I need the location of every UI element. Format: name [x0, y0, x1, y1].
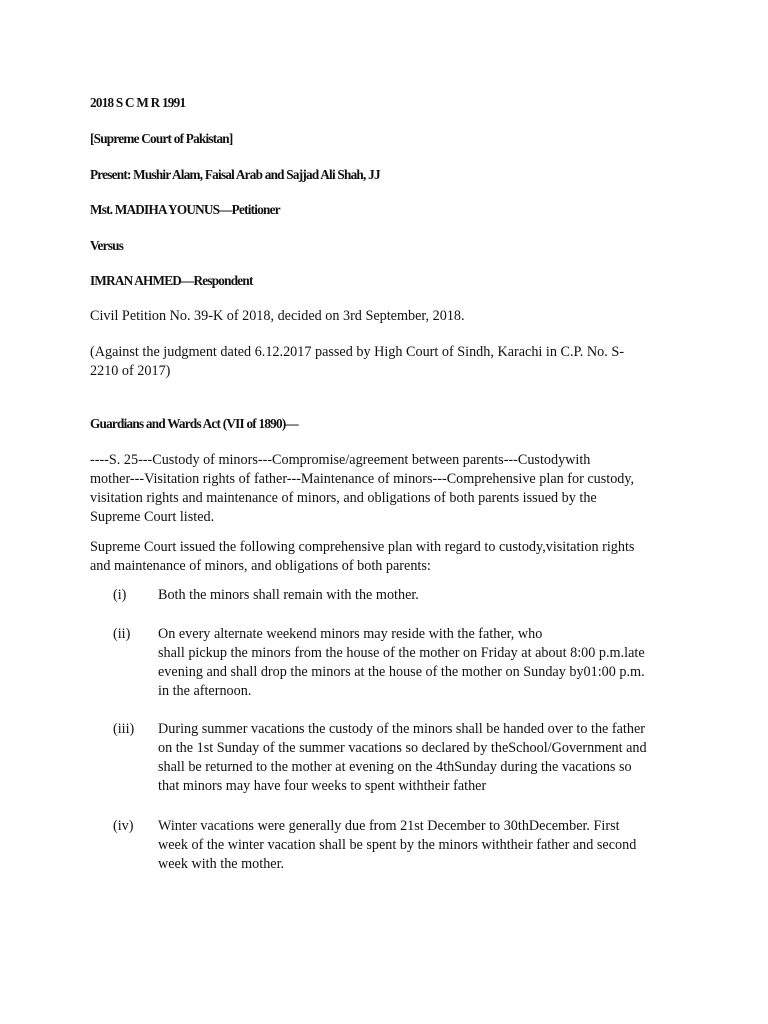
bench: Present: Mushir Alam, Faisal Arab and Sajjad Ali Shah, JJ	[90, 167, 380, 182]
versus: Versus	[90, 238, 124, 253]
plan-intro	[90, 538, 680, 576]
plan-item-text	[158, 720, 693, 796]
against-judgment	[90, 343, 680, 381]
plan-item-text	[158, 817, 693, 874]
headnote-line: ----S. 25---Custody of minors---Compromise/agreement between parents---Custodywith	[90, 452, 591, 468]
petition-line: Civil Petition No. 39-K of 2018, decided on 3rd September, 2018.	[90, 308, 465, 324]
plan-item-line: During summer vacations the custody of the minors shall be handed over to the father	[158, 721, 645, 737]
petitioner: Mst. MADIHA YOUNUS—Petitioner	[90, 202, 280, 217]
against-line: (Against the judgment dated 6.12.2017 passed by High Court of Sindh, Karachi in C.P. No. S-	[90, 344, 624, 360]
plan-item-text	[158, 625, 693, 701]
headnote-line: visitation rights and maintenance of minors, and obligations of both parents issued by the	[90, 490, 597, 506]
headnote-line: mother---Visitation rights of father---Maintenance of minors---Comprehensive plan for custody,	[90, 471, 635, 487]
statute-heading: Guardians and Wards Act (VII of 1890)—	[90, 416, 298, 431]
citation: 2018 S C M R 1991	[90, 95, 186, 110]
plan-item-text	[158, 586, 693, 605]
plan-item-number: (iii)	[113, 721, 135, 737]
plan-item-line: on the 1st Sunday of the summer vacations so declared by theSchool/Government and	[158, 740, 647, 756]
plan-item-line: week with the mother.	[158, 856, 285, 872]
court-name: [Supreme Court of Pakistan]	[90, 131, 233, 146]
plan-item-line: Both the minors shall remain with the mother.	[158, 587, 419, 603]
plan-item-line: shall be returned to the mother at evening on the 4thSunday during the vacations so	[158, 759, 632, 775]
respondent: IMRAN AHMED—Respondent	[90, 273, 253, 288]
intro-line: Supreme Court issued the following comprehensive plan with regard to custody,visitation rights	[90, 539, 635, 555]
plan-item-line: On every alternate weekend minors may reside with the father, who	[158, 626, 543, 642]
plan-item-line: Winter vacations were generally due from 21st December to 30thDecember. First	[158, 818, 620, 834]
headnote-line: Supreme Court listed.	[90, 509, 215, 525]
plan-item-line: in the afternoon.	[158, 683, 252, 699]
plan-item-number: (i)	[113, 587, 127, 603]
intro-line: and maintenance of minors, and obligations of both parents:	[90, 558, 431, 574]
plan-item-line: evening and shall drop the minors at the house of the mother on Sunday by01:00 p.m.	[158, 664, 645, 680]
headnote	[90, 451, 680, 527]
plan-item-number: (iv)	[113, 818, 134, 834]
plan-item-line: that minors may have four weeks to spent withtheir father	[158, 778, 487, 794]
plan-item-number: (ii)	[113, 626, 131, 642]
against-line: 2210 of 2017)	[90, 363, 171, 379]
plan-item-line: week of the winter vacation shall be spent by the minors withtheir father and second	[158, 837, 637, 853]
plan-item-line: shall pickup the minors from the house of the mother on Friday at about 8:00 p.m.late	[158, 645, 645, 661]
